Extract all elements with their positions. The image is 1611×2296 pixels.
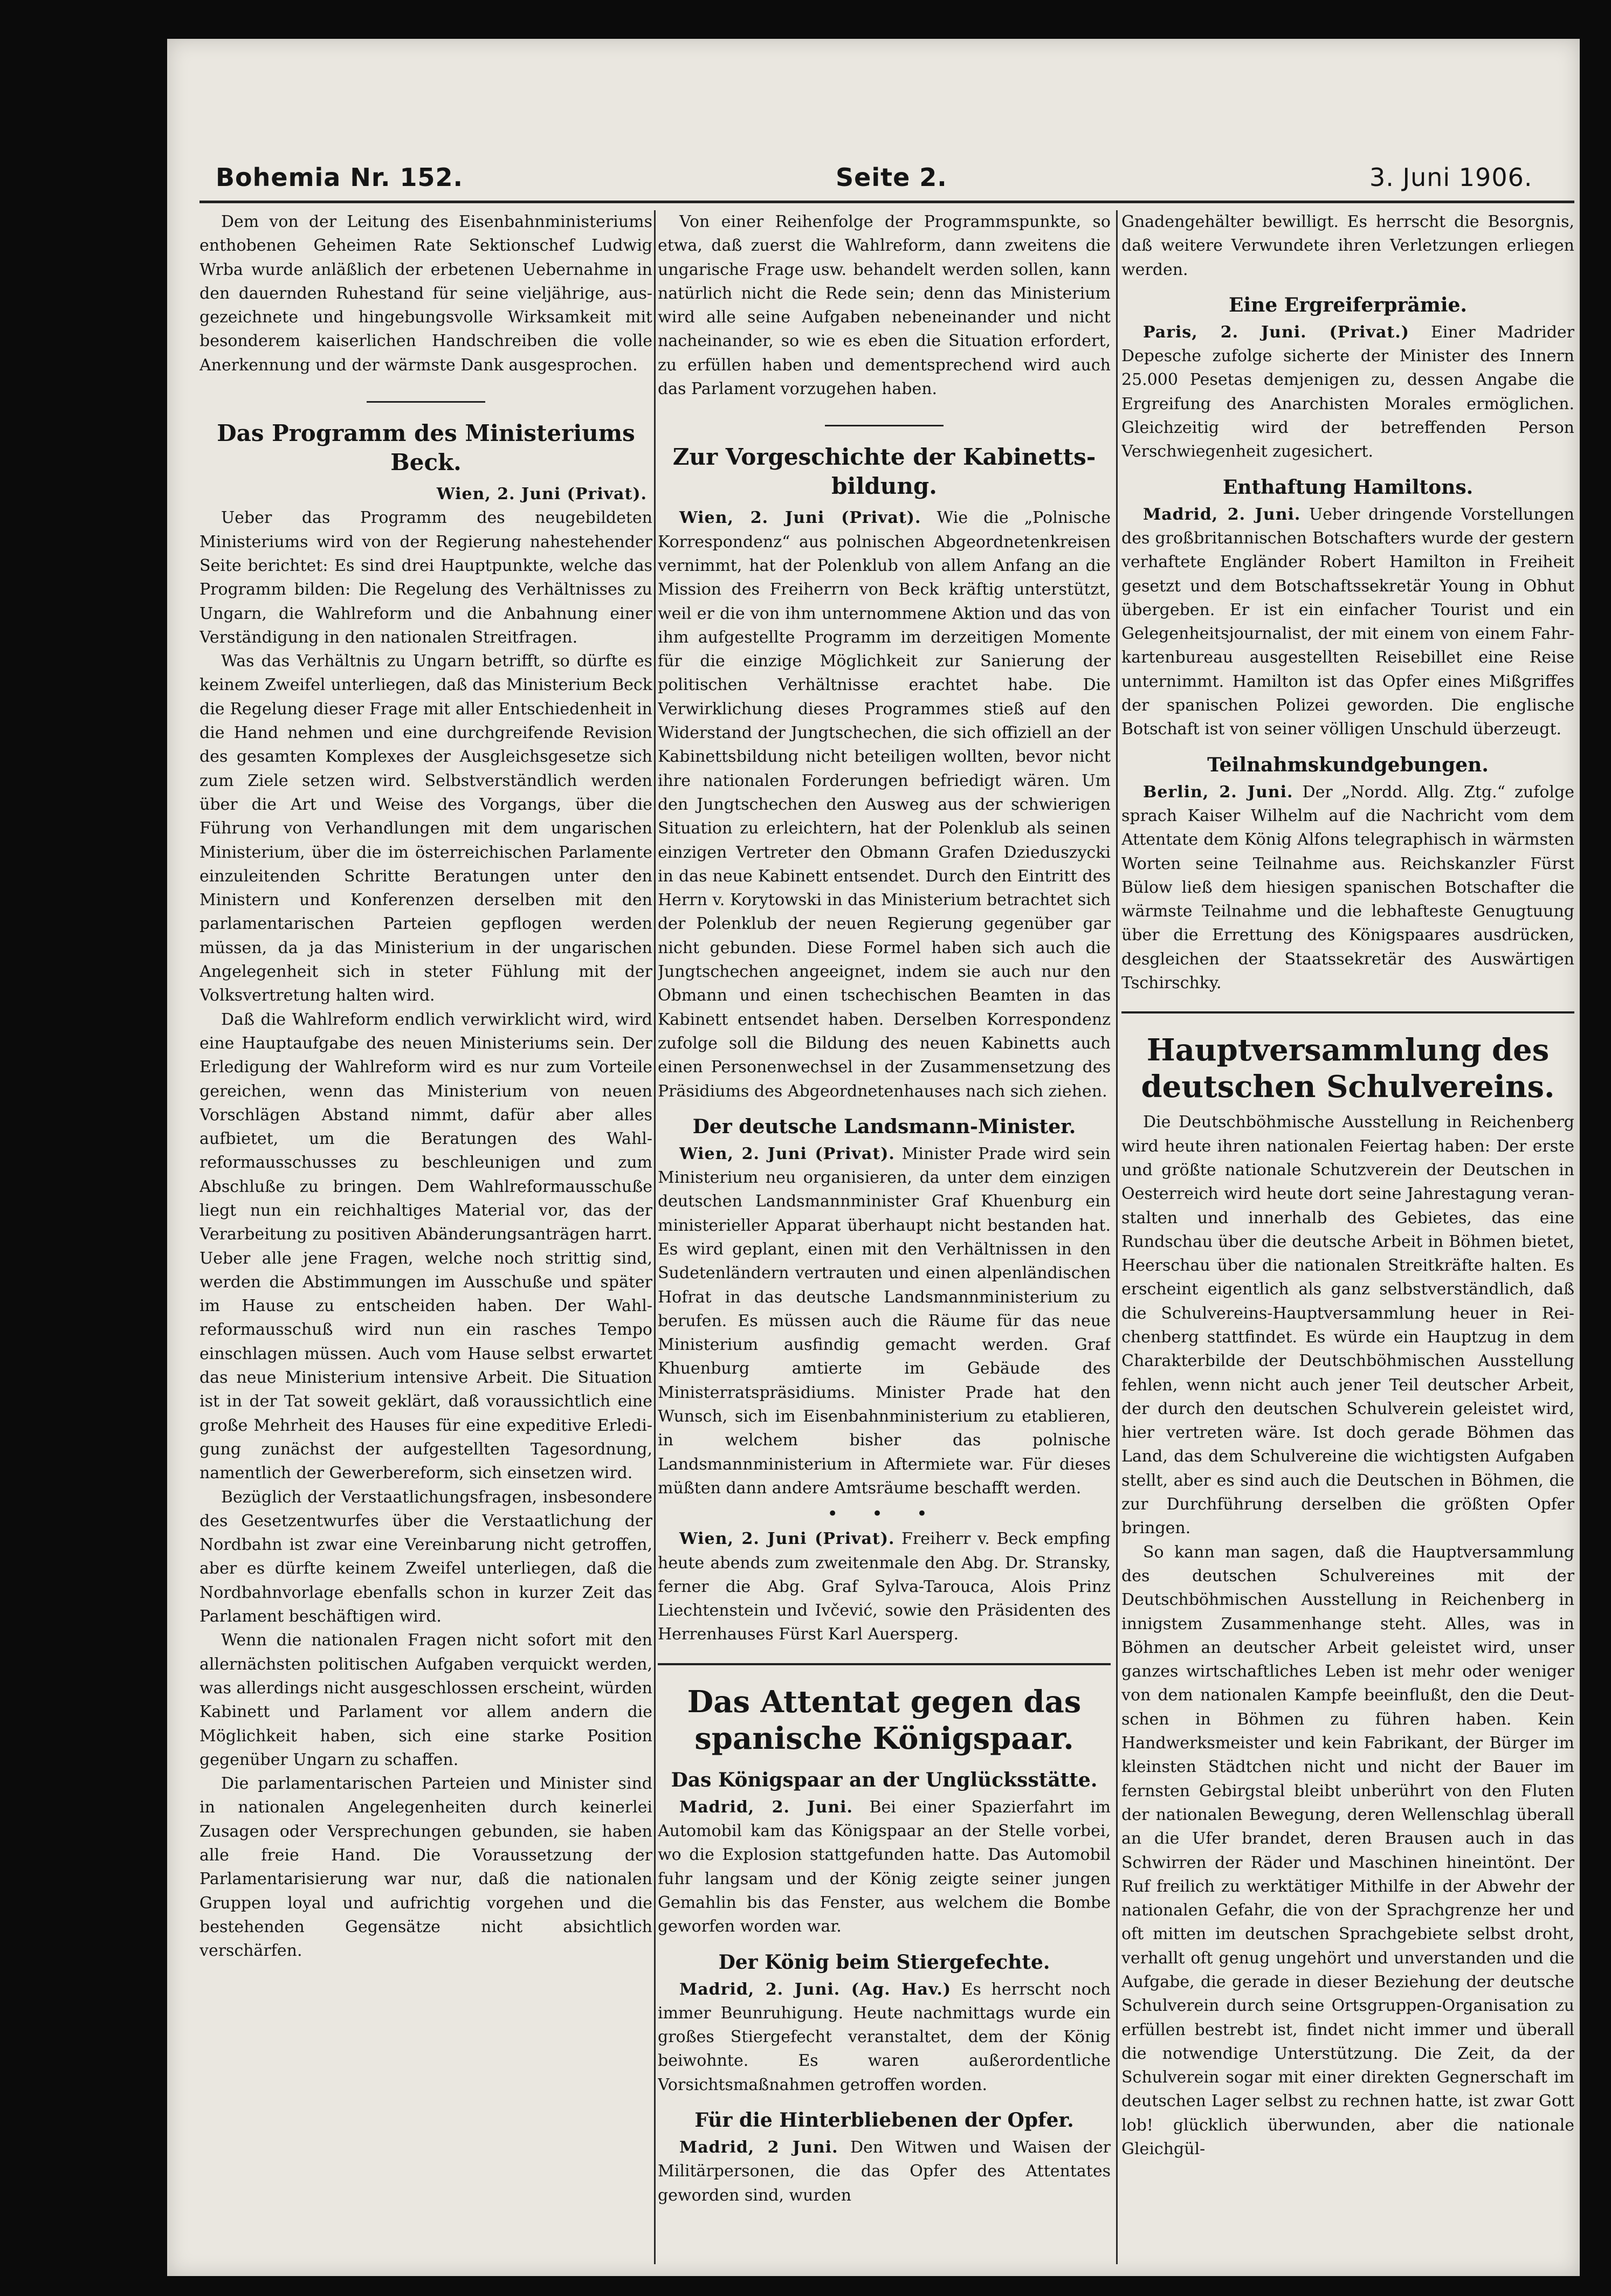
article-paragraph: Von einer Reihenfolge der Programmspunkte, so etwa, daß zuerst die Wahlreform, dann zweitens die ungarische Frage usw. behandelt werden sollen, kann natürlich nicht die Rede sein; denn das Ministerium wird alle seine Aufgaben nebeneinander und nicht nacheinander, so wie es eben die Situation erfordert, zu erfüllen haben und dementsprechend wird auch das Parlament vorzugehen haben. [658, 212, 1111, 399]
page-header [167, 39, 1580, 201]
article-paragraph: Ueber das Programm des neugebildeten Ministeriums wird von der Regierung nahestehender Seite berichtet: Es sind drei Hauptpunkte, welche das Programm bilden: Die Regelung des Verhältnisses zu Ungarn, die Wahlreform und die Anbahnung einer Verständigung in den nationalen Streitfragen. [199, 508, 652, 647]
section-stars: • • • [827, 1503, 941, 1525]
dateline: Wien, 2. Juni (Privat). [679, 1144, 895, 1163]
dateline: Wien, 2. Juni (Privat). [679, 508, 921, 528]
column-1 [199, 210, 652, 2264]
article-text: Der „Nordd. Allg. Ztg.“ zufolge sprach Kaiser Wilhelm auf die Nachricht vom dem Attentate dem König Alfons telegraphisch in wärmsten Worten seine Teilnahme aus. Reichskanzler Fürst Bülow ließ dem hiesigen spanischen Botschafter die wärmste Teilnahme und die lebhafteste Genugtuung über die Errettung des Königspaares ausdrücken, desgleichen der Staatssekretär des Auswärtigen Tschirschky. [1121, 782, 1574, 993]
issue-date: 3. Juni 1906. [1369, 163, 1533, 192]
article-paragraph: Daß die Wahlreform endlich verwirklicht wird, wird eine Hauptaufgabe des neuen Ministeriums sein. Der Erledigung der Wahlreform wird es nur zum Vorteile gereichen, wenn das Ministerium von neuen Vorschlägen Abstand nimmt, dafür aber alles aufbietet, um die Beratungen des Wahlreformausschusses zu beschleunigen und zum Abschluße zu bringen. Dem Wahlreformausschuße liegt nun ein reichhaltiges Material vor, das der Verarbeitung zu positiven Abänderungsanträgen harrt. Ueber alle jene Fragen, welche noch strittig sind, werden die Abstimmungen im Ausschuße und später im Hause zu entscheiden haben. Der Wahlreformausschuß wird nun ein rasches Tempo einschlagen müssen. Auch vom Hause selbst erwartet das neue Ministerium intensive Arbeit. Die Situation ist in der Tat soweit geklärt, daß voraussichtlich eine große Mehrheit des Hauses für eine expeditive Erledigung zunächst der aufgestellten Tagesordnung, namentlich der Gewerbereform, sich einsetzen wird. [199, 1010, 652, 1483]
article-headline: Das Königspaar an der Unglücksstätte. [671, 1768, 1098, 1791]
article-separator [367, 401, 485, 403]
dateline: Berlin, 2. Juni. [1143, 782, 1293, 802]
article-paragraph: Die parlamentarischen Parteien und Minister sind in nationalen Angelegenheiten durch keinerlei Zusagen oder Versprechungen gebunden, sie haben alle freie Hand. Die Voraussetzung der Parlamentarisierung war nur, daß die nationalen Gruppen loyal und aufrichtig vorgehen und die bestehenden Gegensätze nicht absichtlich verschärfen. [199, 1774, 652, 1961]
article-headline: Für die Hinterbliebenen der Opfer. [694, 2109, 1074, 2132]
dateline: Wien, 2. Juni (Privat). [679, 1529, 895, 1549]
article-paragraph: Die Deutschböhmische Ausstellung in Reichenberg wird heute ihren nationalen Feiertag haben: Der erste und größte nationale Schutzverein der Deutschen in Oesterreich wird heute dort seine Jahrestagung veranstalten und innerhalb des Gebietes, das eine Rundschau über die deutsche Arbeit in Böhmen bietet, Heerschau über die nationalen Streitkräfte halten. Es erscheint eigentlich als ganz selbstverständlich, daß die Schulvereins-Hauptversammlung heuer in Reichenberg stattfindet. Es würde ein Hauptzug in dem Charakterbilde der Deutschböhmischen Ausstellung fehlen, wenn nicht auch jener Teil deutscher Arbeit, der durch den deutschen Schulverein geleistet wird, hier vertreten wäre. Ist doch gerade Böhmen das Land, das dem Schulvereine die wichtigsten Aufgaben stellt, aber es sind auch die Deutschen in Böhmen, die zur Durchführung derselben die größten Opfer bringen. [1121, 1113, 1574, 1538]
article-separator [825, 425, 944, 426]
article-text: Freiherr v. Beck empfing heute abends zum zweitenmale den Abg. Dr. Stransky, ferner die Abg. Graf Sylva-Tarouca, Alois Prinz Liechtenstein und Ivčević, sowie den Präsidenten des Herrenhauses Fürst Karl Auersperg. [658, 1529, 1111, 1644]
section-headline: Das Attentat gegen das spanische Königspaar. [687, 1684, 1082, 1756]
article-text: Einer Madrider Depesche zufolge sicherte der Minister des Innern 25.000 Pesetas demjenigen zu, dessen Angabe die Ergreifung des Anarchisten Morales ermöglichen. Gleichzeitig wird der betreffenden Person Verschwiegenheit zugesichert. [1121, 322, 1574, 461]
section-rule [1121, 1011, 1574, 1013]
column-divider [1116, 210, 1118, 2264]
article-paragraph: Was das Verhältnis zu Ungarn betrifft, so dürfte es keinem Zweifel unterliegen, daß das Ministerium Beck die Regelung dieser Frage mit aller Entschiedenheit in die Hand nehmen und eine durchgreifende Revision des gesamten Komplexes der Ausgleichsgesetze sich zum Ziele setzen wird. Selbstverständlich werden über die Art und Weise des Vorgangs, über die Führung von Verhandlungen mit dem ungarischen Ministerium, über die im österreichischen Parlamente einzuleitenden Schritte Beratungen unter den Ministern und Konferenzen derselben mit den parlamentarischen Parteien gepflogen werden müssen, da ja das Ministerium in der ungarischen Angelegenheit sich in steter Fühlung mit der Volksvertretung halten wird. [199, 652, 652, 1005]
article-headline: Teilnahmskundgebungen. [1207, 753, 1489, 776]
dateline: Wien, 2. Juni (Privat). [436, 485, 647, 504]
header-rule [199, 201, 1574, 203]
article-text: Es herrscht noch immer Beunruhigung. Heute nachmittags wurde ein großes Stiergefecht veranstaltet, dem der König beiwohnte. Es waren außerordentliche Vorsichtsmaßnahmen getroffen worden. [658, 1980, 1111, 2094]
article-text: Bei einer Spazierfahrt im Automobil kam das Königspaar an der Stelle vorbei, wo die Explosion stattgefunden hatte. Das Automobil fuhr langsam und der König zeigte seiner jungen Gemahlin bis das Fenster, aus welchem die Bombe geworfen worden war. [658, 1797, 1111, 1936]
column-2 [658, 210, 1111, 2264]
article-text: Den Witwen und Waisen der Militärpersonen, die das Opfer des Attentates geworden sind, wurden [658, 2138, 1111, 2205]
dateline: Paris, 2. Juni. (Privat.) [1143, 322, 1409, 342]
article-headline: Eine Ergreiferprämie. [1229, 293, 1467, 316]
page-number: Seite 2. [836, 163, 947, 192]
article-headline: Zur Vorgeschichte der Kabinettsbildung. [672, 444, 1096, 500]
article-text: Wie die „Polnische Korrespondenz“ aus polnischen Abgeordnetenkreisen vernimmt, hat der Polenklub von allem Anfang an die Mission des Freiherrn von Beck kräftig unterstützt, weil er die von ihm unternommene Aktion und das von ihm aufgestellte Programm im derzeitigen Momente für die einzige Möglichkeit zur Sanierung der politischen Verhältnisse erachtet habe. Die Verwirklichung dieses Programmes stieß auf den Widerstand der Jungtschechen, die sich offiziell an der Kabinettsbildung nicht beteiligen wollten, bevor nicht ihre nationalen Forderungen befriedigt wären. Um den Jungtschechen den Ausweg aus der schwierigen Situation zu erleichtern, hat der Polenklub als seinen einzigen Vertreter den Obmann Grafen Dzieduszycki in das neue Kabinett entsendet. Durch den Eintritt des Herrn v. Korytowski in das Ministerium betrachtet sich der Polenklub der neuen Regierung gegenüber gar nicht gebunden. Diese Formel haben sich auch die Jungtschechen angeeignet, indem sie auch nur den Obmann und einen tschechischen Beamten in das Kabinett entsendet haben. Derselben Korrespondenz zufolge soll die Bildung des neuen Kabinetts auch einen Personenwechsel in der Zusammensetzung des Präsidiums des Abgeordnetenhauses nach sich ziehen. [658, 508, 1111, 1101]
article-headline: Das Programm des Ministeriums Beck. [217, 420, 635, 476]
dateline: Madrid, 2. Juni. [679, 1797, 853, 1817]
article-paragraph: Wenn die nationalen Fragen nicht sofort mit den allernächsten politischen Aufgaben verquickt werden, was allerdings nicht ausgeschlossen erscheint, würden Kabinett und Parlament vor allem andern die Möglichkeit haben, sich eine starke Position gegenüber Ungarn zu schaffen. [199, 1631, 652, 1769]
section-headline: Hauptversammlung des deutschen Schulvereins. [1141, 1032, 1555, 1105]
issue-number: Bohemia Nr. 152. [216, 163, 463, 192]
dateline: Madrid, 2. Juni. [1143, 505, 1301, 524]
article-paragraph: Dem von der Leitung des Eisenbahnministeriums enthobenen Geheimen Rate Sektionschef Ludwig Wrba wurde anläßlich der erbetenen Uebernahme in den dauernden Ruhestand für seine vieljährige, ausgezeichnete und hingebungsvolle Wirksamkeit mit besonderem kaiserlichen Handschreiben die volle Anerkennung und der wärmste Dank ausgesprochen. [199, 212, 652, 375]
article-paragraph: So kann man sagen, daß die Hauptversammlung des deutschen Schulvereines mit der Deutschböhmischen Ausstellung in Reichenberg in innigstem Zusammenhange steht. Alles, was in Böhmen an deutscher Arbeit geleistet wird, unser ganzes wirtschaftliches Leben ist mehr oder weniger von dem nationalen Kampfe beeinflußt, den die Deutschen in Böhmen zu führen haben. Kein Handwerksmeister und kein Fabrikant, der Bürger im kleinsten Städtchen nicht und nicht der Bauer im fernsten Gebirgstal bleibt unberührt von den Fluten der nationalen Bewegung, deren Wellenschlag überall an die Ufer brandet, deren Brausen auch in das Schwirren der Räder und Maschinen hineintönt. Der Ruf freilich zu werktätiger Mithilfe in der Abwehr der nationalen Gefahr, die von der Sprachgrenze her und oft mitten im deutschen Sprachgebiete selbst droht, verhallt oft genug ungehört und unverstanden und die Aufgabe, die gerade in dieser Beziehung der deutsche Schulverein durch seine Ortsgruppen-Organisation zu erfüllen bestrebt ist, findet nicht immer und überall die notwendige Unterstützung. Die Zeit, da der Schulverein sogar mit einer direkten Gegnerschaft im deutschen Lager selbst zu rechnen hatte, ist zwar Gott lob! glücklich überwunden, aber die nationale Gleichgül- [1121, 1542, 1574, 2159]
article-text: Ueber dringende Vorstellungen des großbritannischen Botschafters wurde der gestern verhaftete Engländer Robert Hamilton in Freiheit gesetzt und dem Botschaftssekretär Young in Obhut übergeben. Er ist ein einfacher Tourist und ein Gelegenheitsjournalist, der mit einem von einem Fahrkartenbureau ausgestellten Reisebillet eine Reise unternimmt. Hamilton ist das Opfer eines Mißgriffes der spanischen Polizei geworden. Die englische Botschaft ist von seiner völligen Unschuld überzeugt. [1121, 505, 1574, 739]
column-divider [654, 210, 656, 2264]
dateline: Madrid, 2 Juni. [679, 2138, 838, 2157]
article-headline: Der König beim Stiergefechte. [718, 1950, 1050, 1974]
article-text: Minister Prade wird sein Ministerium neu organisieren, da unter dem einzigen deutschen Landsmannminister Graf Khuenburg ein ministerieller Apparat überhaupt nicht bestanden hat. Es wird geplant, einen mit den Verhältnissen in den Sudetenländern vertrauten und einen alpenländischen Hofrat in das deutsche Landsmannministerium zu berufen. Es müssen auch die Räume für das neue Ministerium ausfindig gemacht werden. Graf Khuenburg amtierte im Gebäude des Ministerratspräsidiums. Minister Prade hat den Wunsch, sich im Eisenbahnministerium zu etablieren, in welchem bisher das polnische Landsmannministerium in Aftermiete war. Für dieses müßten dann andere Amtsräume beschafft werden. [658, 1144, 1111, 1498]
article-paragraph: Gnadengehälter bewilligt. Es herrscht die Besorgnis, daß weitere Verwundete ihren Verletzungen erliegen werden. [1121, 212, 1574, 279]
newspaper-page [167, 39, 1580, 2276]
article-headline: Enthaftung Hamiltons. [1222, 475, 1474, 499]
dateline: Madrid, 2. Juni. (Ag. Hav.) [679, 1980, 952, 1999]
article-headline: Der deutsche Landsmann-Minister. [692, 1115, 1076, 1138]
section-rule [658, 1663, 1111, 1665]
article-paragraph: Bezüglich der Verstaatlichungsfragen, insbesondere des Gesetzentwurfes über die Verstaatlichung der Nordbahn ist zwar eine Vereinbarung nicht getroffen, aber es dürfte keinem Zweifel unterliegen, daß die Nordbahnvorlage ebenfalls schon in kurzer Zeit das Parlament beschäftigen wird. [199, 1487, 652, 1626]
column-3 [1121, 210, 1574, 2264]
